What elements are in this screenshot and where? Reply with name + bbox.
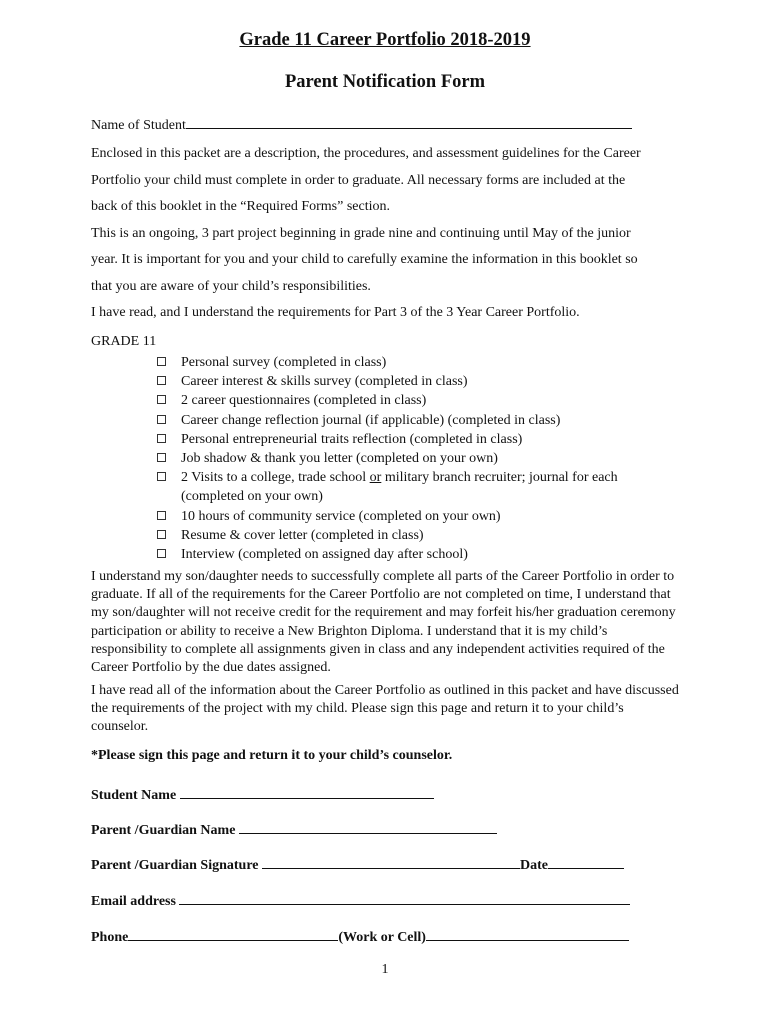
understand-paragraph: I understand my son/daughter needs to successfully complete all parts of the Career Portfolio in order to graduate. If all of the requirements for the Career Portfolio are not completed on time, I understand that my son/daughter will not receive credit for the requirement and may forfeit his/her graduation ceremony participation or ability to receive a New Brighton Diploma. I understand that it is my child’s responsibility to complete all assignments given in class and any independent activities required of the Career Portfolio by the due dates assigned. [91, 569, 676, 676]
checklist-item: Career interest & skills survey (completed in class) [154, 372, 714, 391]
grade-label: GRADE 11 [91, 334, 157, 349]
checklist-item: Career change reflection journal (if applicable) (completed in class) [154, 411, 714, 430]
checklist-item: 10 hours of community service (completed on your own) [154, 507, 714, 526]
checklist-item-visits: 2 Visits to a college, trade school or military branch recruiter; journal for each (completed on your own) [154, 468, 714, 506]
checkbox-icon[interactable] [157, 530, 166, 539]
student-name-line [91, 115, 632, 134]
checkbox-icon[interactable] [157, 395, 166, 404]
parent-signature-row [91, 855, 624, 874]
intro-line-5: year. It is important for you and your child to carefully examine the information in this booklet so [91, 252, 638, 267]
student-name-blank[interactable] [186, 115, 632, 129]
parent-name-field[interactable] [239, 820, 497, 834]
work-or-cell-field[interactable] [426, 927, 629, 941]
parent-name-row [91, 820, 497, 839]
student-name-label: Name of Student [91, 118, 186, 133]
read-paragraph: I have read all of the information about the Career Portfolio as outlined in this packet and have discussed the requirements of the project with my child. Please sign this page and return it to your child’s counselor. [91, 683, 679, 735]
parent-signature-field[interactable] [262, 855, 520, 869]
checklist-item: Personal survey (completed in class) [154, 353, 714, 372]
checkbox-icon[interactable] [157, 415, 166, 424]
phone-field[interactable] [128, 927, 338, 941]
checkbox-icon[interactable] [157, 434, 166, 443]
checkbox-icon[interactable] [157, 511, 166, 520]
checkbox-icon[interactable] [157, 472, 166, 481]
intro-line-4: This is an ongoing, 3 part project beginning in grade nine and continuing until May of the junior [91, 226, 631, 241]
page-title: Grade 11 Career Portfolio 2018-2019 [239, 30, 531, 50]
checklist-item: Resume & cover letter (completed in class) [154, 526, 714, 545]
intro-line-2: Portfolio your child must complete in order to graduate. All necessary forms are included at the [91, 173, 626, 188]
intro-line-6: that you are aware of your child’s responsibilities. [91, 279, 371, 294]
checkbox-icon[interactable] [157, 453, 166, 462]
intro-line-1: Enclosed in this packet are a description, the procedures, and assessment guidelines for the Career [91, 146, 641, 161]
phone-row [91, 927, 629, 946]
checklist-item: Personal entrepreneurial traits reflection (completed in class) [154, 430, 714, 449]
student-name-field[interactable] [180, 785, 434, 799]
checkbox-icon[interactable] [157, 376, 166, 385]
checklist-item: Interview (completed on assigned day after school) [154, 545, 714, 564]
email-row [91, 891, 630, 910]
student-name-field-label: Student Name [91, 788, 177, 803]
page-number: 1 [381, 962, 389, 977]
parent-signature-label: Parent /Guardian Signature [91, 858, 259, 873]
email-label: Email address [91, 894, 176, 909]
checklist-item: 2 career questionnaires (completed in class) [154, 391, 714, 410]
page-subtitle: Parent Notification Form [284, 72, 486, 92]
requirements-checklist [154, 353, 714, 564]
date-label: Date [520, 858, 549, 873]
intro-line-3: back of this booklet in the “Required Forms” section. [91, 199, 390, 214]
sign-note: *Please sign this page and return it to your child’s counselor. [91, 748, 453, 763]
date-field[interactable] [548, 855, 624, 869]
email-field[interactable] [179, 891, 630, 905]
student-name-row [91, 785, 434, 804]
parent-name-label: Parent /Guardian Name [91, 823, 236, 838]
intro-line-7: I have read, and I understand the requirements for Part 3 of the 3 Year Career Portfolio. [91, 305, 580, 320]
work-or-cell-label: (Work or Cell) [338, 930, 426, 945]
checkbox-icon[interactable] [157, 357, 166, 366]
checkbox-icon[interactable] [157, 549, 166, 558]
phone-label: Phone [91, 930, 129, 945]
checklist-item: Job shadow & thank you letter (completed on your own) [154, 449, 714, 468]
